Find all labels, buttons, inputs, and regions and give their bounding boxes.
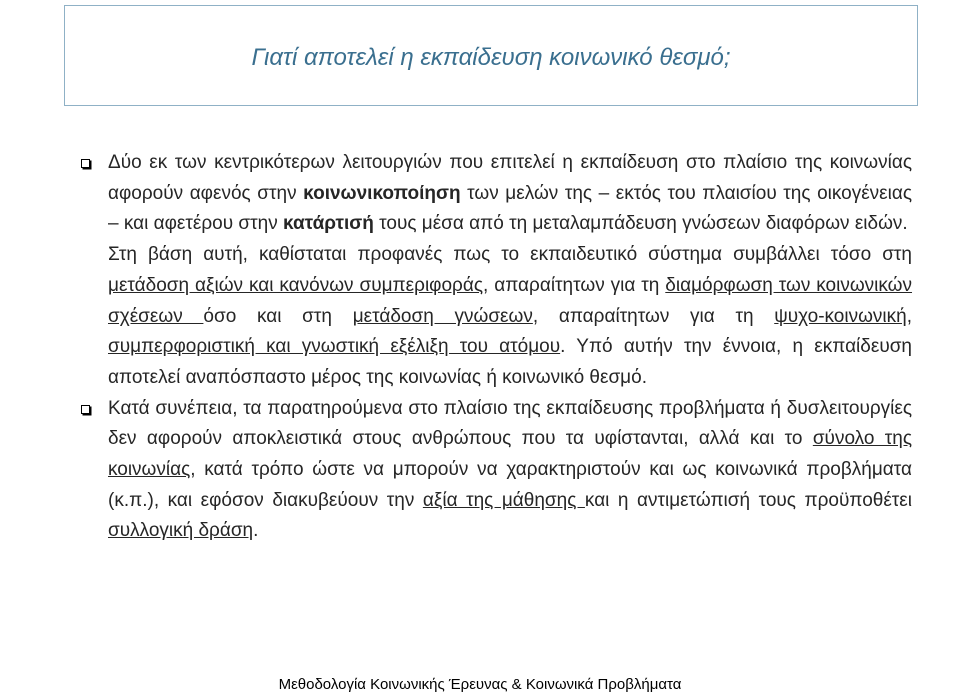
- slide-title: Γιατί αποτελεί η εκπαίδευση κοινωνικό θεσμό;: [251, 44, 731, 71]
- title-box: [64, 5, 918, 106]
- slide-content: [80, 148, 912, 547]
- bold-term: κοινωνικοποίηση: [303, 182, 461, 204]
- paragraph-1: [108, 148, 912, 240]
- paragraph-2: [108, 240, 912, 394]
- bullet-1: [80, 148, 912, 394]
- text-run: Κατά συνέπεια, τα παρατηρούμενα στο πλαίσιο της εκπαίδευσης προβλήματα ή δυσλειτουργίες δεν αφορούν αποκλειστικά στους ανθρώπους που τα υφίστανται, αλλά και το: [108, 397, 912, 450]
- text-run: Στη βάση αυτή, καθίσταται προφανές πως το εκπαιδευτικό σύστημα συμβάλλει τόσο στη: [108, 244, 912, 266]
- text-run: , κατά τρόπο ώστε να μπορούν να χαρακτηριστούν και ως κοινωνικά προβλήματα (κ.π.), και εφόσον διακυβεύουν την: [108, 459, 912, 511]
- square-bullet-icon: [81, 159, 90, 168]
- text-run: . Υπό αυτήν την έννοια, η εκπαίδευση αποτελεί αναπόσπαστο μέρος της κοινωνίας ή κοινωνικό θεσμό.: [108, 336, 912, 388]
- text-run: όσο και στη: [203, 305, 353, 327]
- underlined-term: μετάδοση αξιών και κανόνων συμπεριφοράς: [108, 274, 484, 296]
- underlined-term: ψυχο-κοινωνική, συμπερφοριστική και γνωστική εξέλιξη του ατόμου: [108, 305, 912, 358]
- underlined-term: διαμόρφωση των κοινωνικών σχέσεων: [108, 274, 913, 327]
- bullet-2: [80, 394, 912, 548]
- text-run: , απαραίτητων για τη: [532, 305, 775, 327]
- text-run: Δύο εκ των κεντρικότερων λειτουργιών που επιτελεί η εκπαίδευση στο πλαίσιο της κοινωνίας αφορούν αφενός στην: [108, 152, 912, 204]
- text-run: των μελών της – εκτός του πλαισίου της οικογένειας – και αφετέρου στην: [108, 182, 912, 235]
- square-bullet-icon: [81, 405, 90, 414]
- paragraph-3: [108, 394, 912, 548]
- slide-footer: Μεθοδολογία Κοινωνικής Έρευνας & Κοινωνικά Προβλήματα: [278, 676, 682, 693]
- underlined-term: αξία της μάθησης: [422, 489, 585, 511]
- text-run: .: [253, 520, 259, 542]
- text-run: τους μέσα από τη μεταλαμπάδευση γνώσεων διαφόρων ειδών.: [373, 213, 908, 235]
- bold-term: κατάρτισή: [282, 213, 374, 235]
- underlined-term: σύνολο της κοινωνίας: [108, 428, 913, 481]
- text-run: , απαραίτητων για τη: [483, 274, 666, 296]
- underlined-term: συλλογική δράση: [108, 520, 254, 542]
- text-run: και η αντιμετώπισή τους προϋποθέτει: [584, 489, 913, 511]
- underlined-term: μετάδοση γνώσεων: [352, 305, 533, 327]
